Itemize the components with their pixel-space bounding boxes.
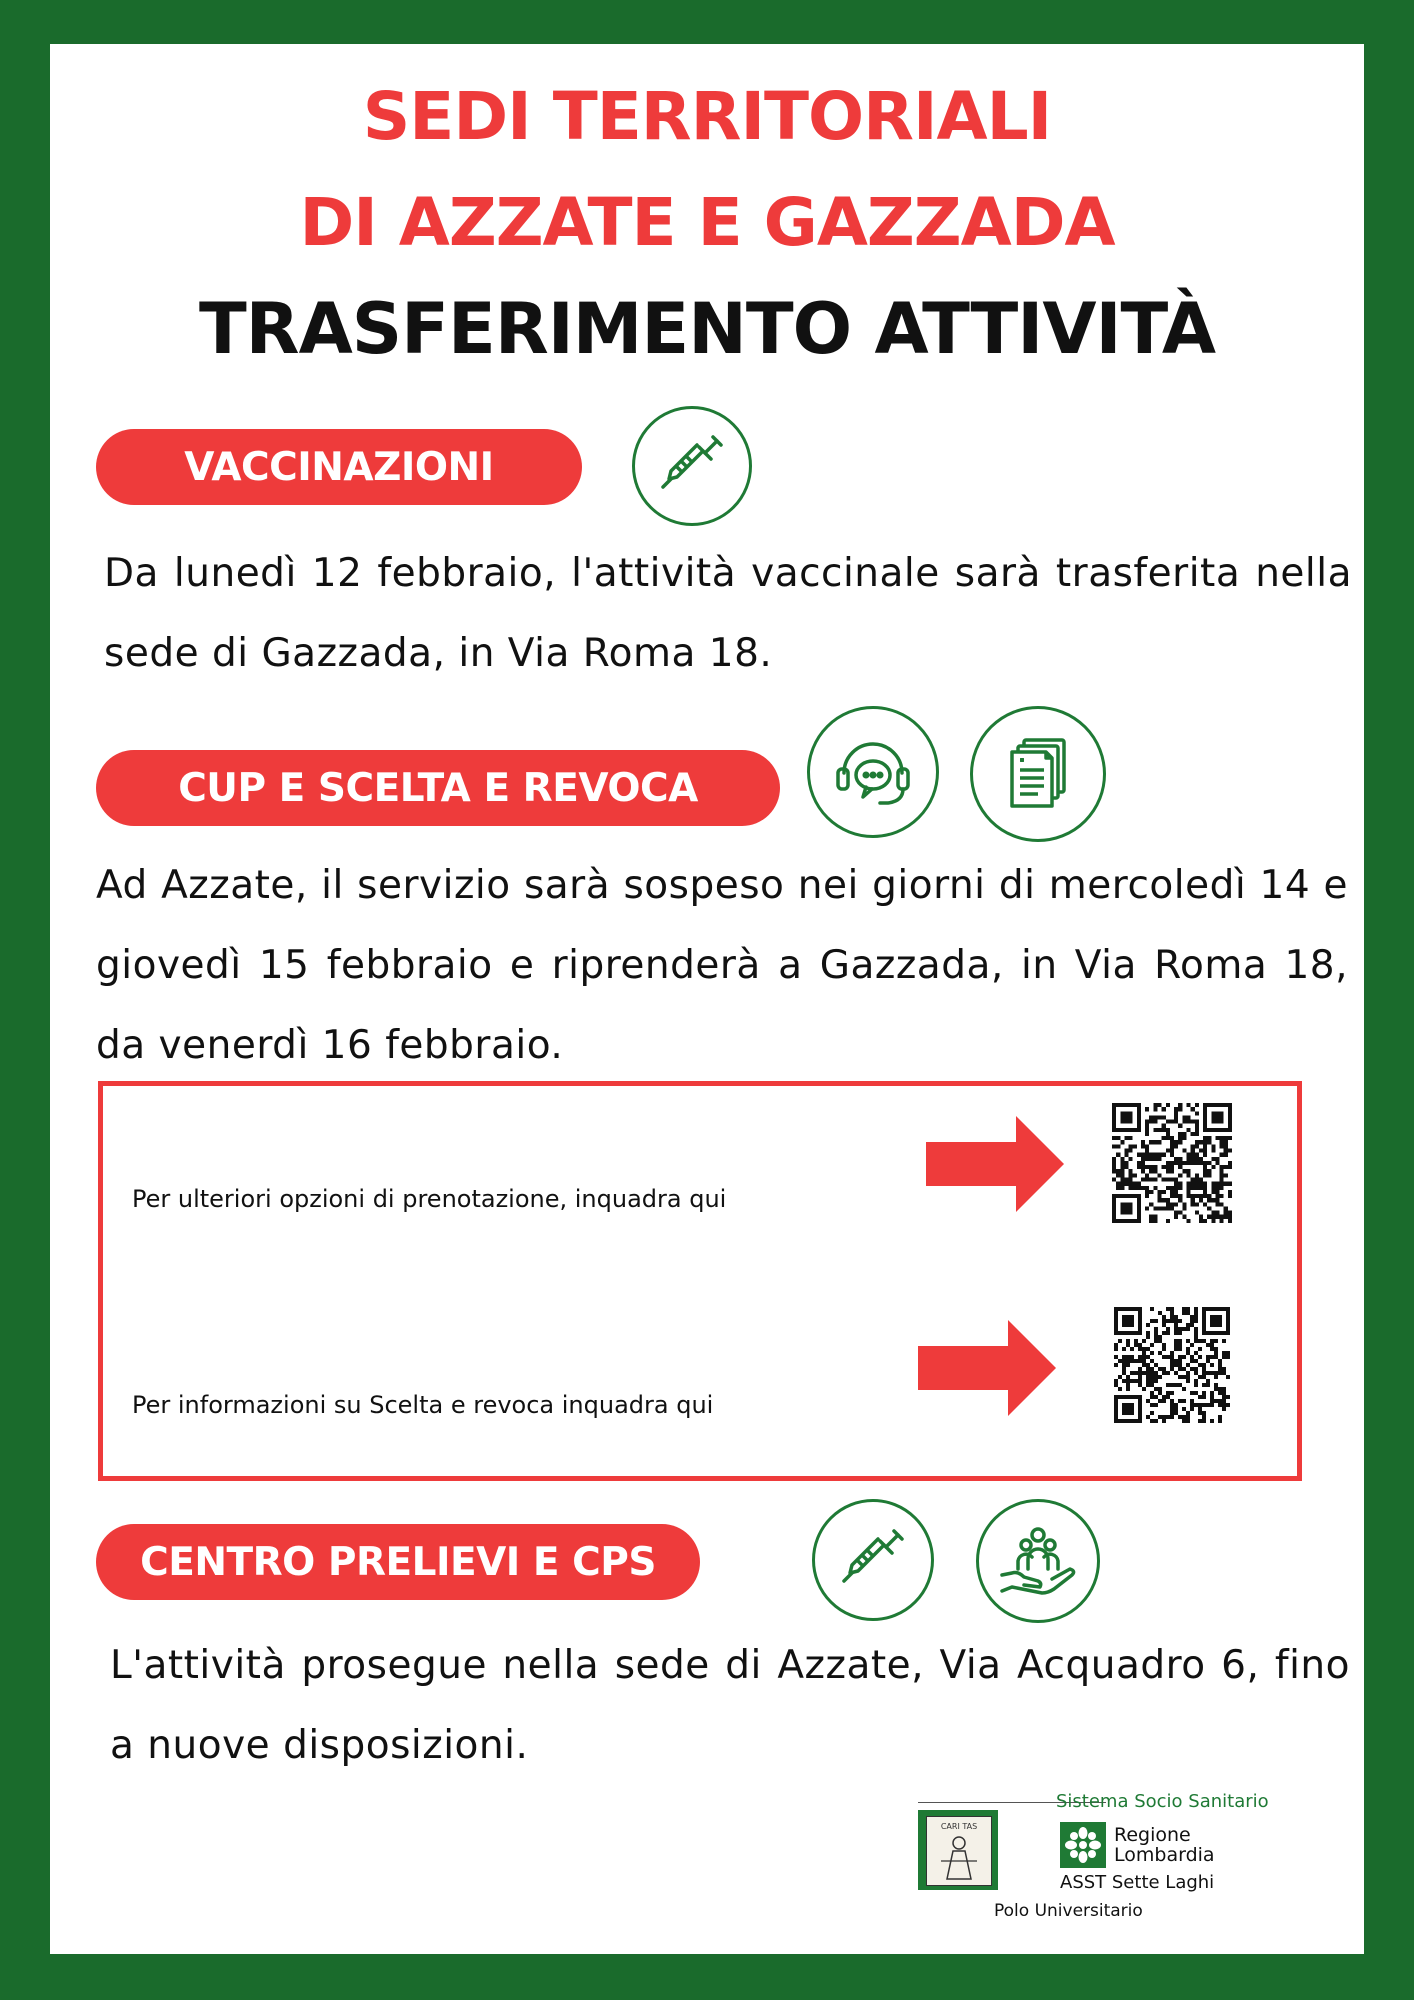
- footer-polo-label: Polo Universitario: [994, 1901, 1143, 1921]
- qr-label-scelta-revoca: Per informazioni su Scelta e revoca inquadra qui: [132, 1391, 714, 1419]
- footer-region-line2: Lombardia: [1114, 1844, 1215, 1866]
- section-title: CUP E SCELTA E REVOCA: [178, 765, 698, 811]
- title-line-3: TRASFERIMENTO ATTIVITÀ: [198, 288, 1216, 370]
- section-title: CENTRO PRELIEVI E CPS: [140, 1539, 656, 1585]
- footer-asst-label: ASST Sette Laghi: [1060, 1872, 1215, 1893]
- footer-region-line1: Regione: [1114, 1824, 1191, 1846]
- qr-label-prenotazione: Per ulteriori opzioni di prenotazione, inquadra qui: [132, 1185, 727, 1213]
- section-text-vaccinazioni: Da lunedì 12 febbraio, l'attività vaccinale sarà trasferita nella sede di Gazzada, in Via Roma 18.: [104, 551, 1352, 676]
- headset-chat-icon: [807, 706, 939, 838]
- section-pill-prelievi: [96, 1524, 700, 1600]
- qr-info-box: [98, 1081, 1302, 1481]
- arrow-right-icon: [926, 1116, 1066, 1212]
- syringe-icon: [632, 406, 752, 526]
- qr-code-scelta-revoca[interactable]: [1114, 1307, 1230, 1423]
- documents-icon: [970, 706, 1106, 842]
- qr-code-prenotazione[interactable]: [1112, 1103, 1232, 1223]
- title-line-1: SEDI TERRITORIALI: [362, 78, 1052, 155]
- syringe-icon: [812, 1499, 934, 1621]
- regione-lombardia-logo: [1060, 1822, 1106, 1868]
- section-title: VACCINAZIONI: [184, 444, 494, 490]
- svg-text:CARI TAS: CARI TAS: [940, 1822, 978, 1831]
- section-pill-cup: [96, 750, 780, 826]
- section-text-cup: Ad Azzate, il servizio sarà sospeso nei giorni di mercoledì 14 e giovedì 15 febbraio e riprenderà a Gazzada, in Via Roma 18, da venerdì 16 febbraio.: [96, 863, 1348, 1068]
- arrow-right-icon: [918, 1320, 1058, 1416]
- section-text-prelievi: L'attività prosegue nella sede di Azzate, Via Acquadro 6, fino a nuove disposizioni.: [110, 1643, 1350, 1768]
- title-line-2: DI AZZATE E GAZZADA: [299, 184, 1115, 261]
- poster-sheet: [50, 44, 1364, 1954]
- section-pill-vaccinazioni: [96, 429, 582, 505]
- care-hand-people-icon: [976, 1499, 1100, 1623]
- university-seal-logo: [918, 1810, 998, 1890]
- footer-system-label: Sistema Socio Sanitario: [1056, 1791, 1269, 1812]
